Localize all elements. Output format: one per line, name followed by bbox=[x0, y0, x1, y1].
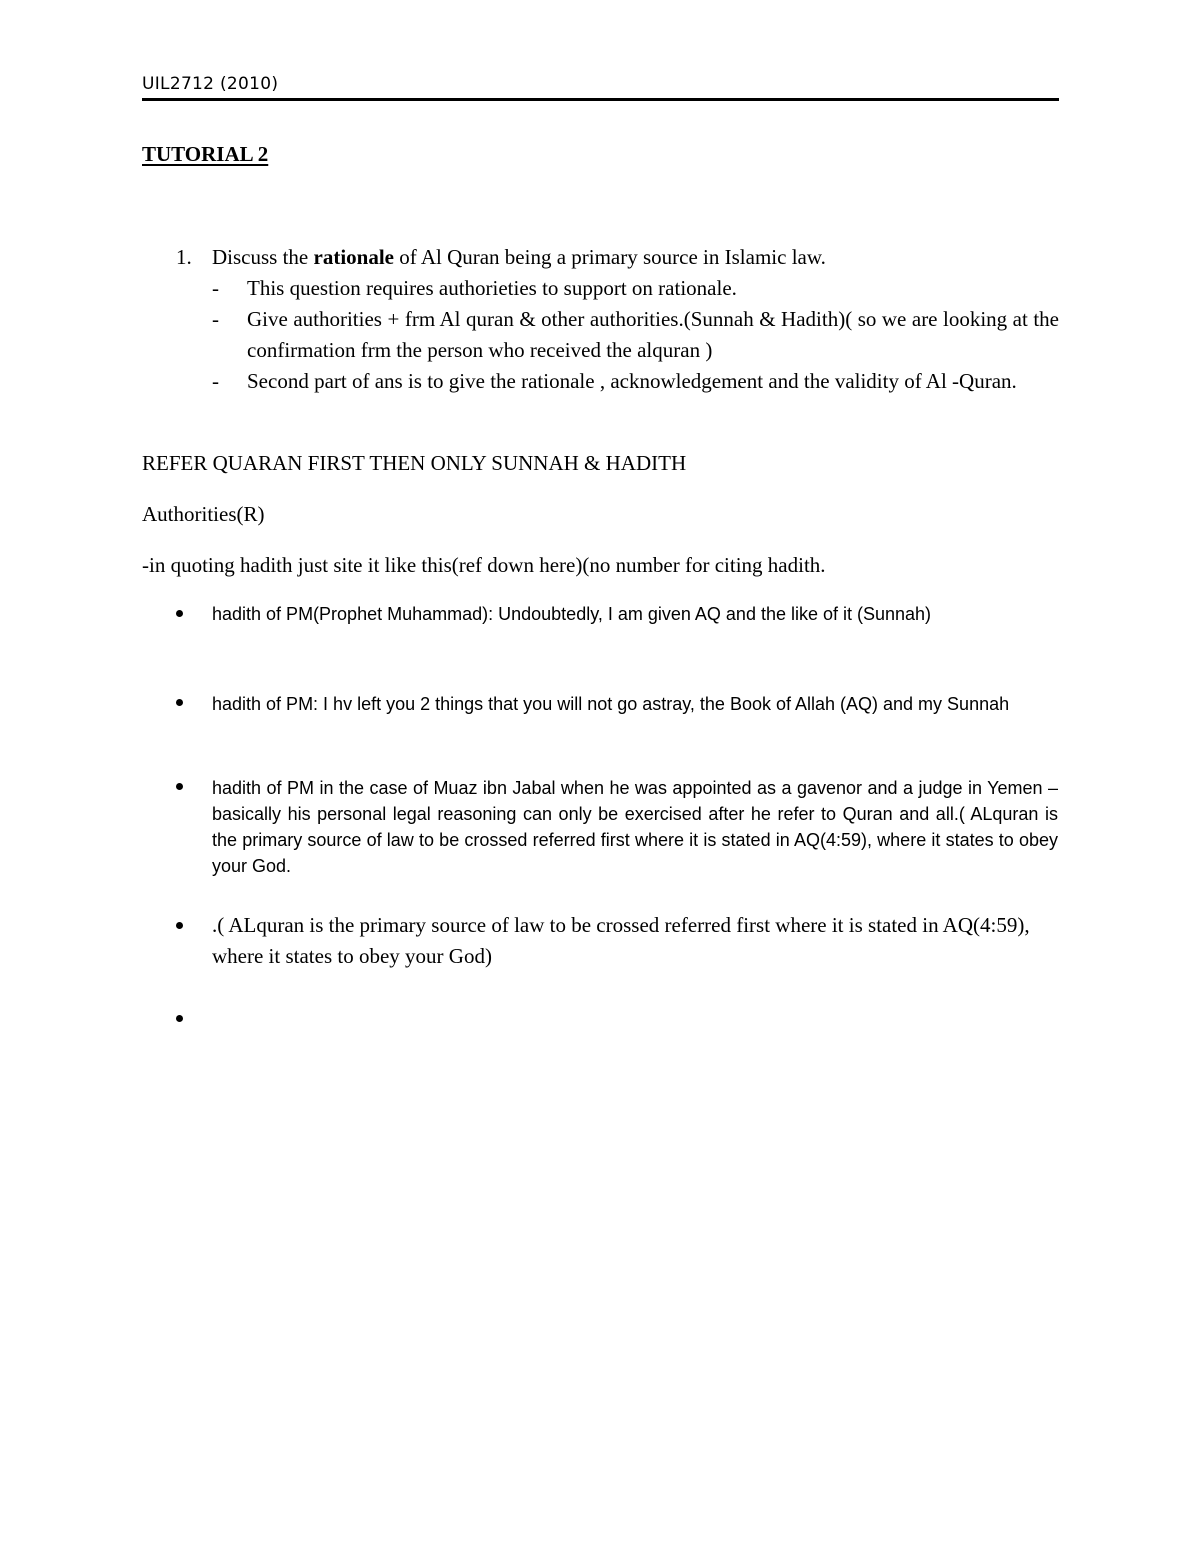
bullet-item: .( ALquran is the primary source of law to be crossed referred first where it is stated in AQ(4:59), where it states to obey your God) bbox=[212, 913, 1030, 968]
question-text bbox=[212, 242, 1062, 273]
question-note: This question requires authorieties to support on rationale. bbox=[247, 276, 737, 300]
bullet-dot bbox=[176, 1015, 183, 1022]
bullet-dot bbox=[176, 610, 183, 617]
bullet-dot bbox=[176, 783, 183, 790]
header-divider bbox=[142, 98, 1059, 101]
bullet-item: hadith of PM: I hv left you 2 things that you will not go astray, the Book of Allah (AQ) and my Sunnah bbox=[212, 694, 1010, 714]
question-bold-word: rationale bbox=[313, 245, 394, 269]
question-text-start: Discuss the bbox=[212, 245, 314, 269]
dash-marker: - bbox=[212, 276, 219, 300]
question-note: Give authorities + frm Al quran & other authorities.(Sunnah & Hadith)( so we are looking at the confirmation frm the person who received the alquran ) bbox=[247, 307, 1059, 362]
page-title: TUTORIAL 2 bbox=[142, 142, 269, 166]
authorities-label: Authorities(R) bbox=[142, 502, 265, 526]
question-note: Second part of ans is to give the rationale , acknowledgement and the validity of Al -Quran. bbox=[247, 369, 1017, 393]
dash-marker: - bbox=[212, 307, 219, 331]
bullet-item: hadith of PM in the case of Muaz ibn Jabal when he was appointed as a gavenor and a judge in Yemen – basically his personal legal reasoning can only be exercised after he refer to Quran and all.( ALquran is the primary source of law to be crossed referred first where it is stated in AQ(4:59), where it states to obey your God. bbox=[212, 778, 1058, 876]
course-code-header: UIL2712 (2010) bbox=[142, 74, 279, 94]
citing-note: -in quoting hadith just site it like this(ref down here)(no number for citing hadith. bbox=[142, 553, 826, 577]
dash-marker: - bbox=[212, 369, 219, 393]
bullet-dot bbox=[176, 699, 183, 706]
refer-instruction: REFER QUARAN FIRST THEN ONLY SUNNAH & HADITH bbox=[142, 451, 687, 475]
bullet-item: hadith of PM(Prophet Muhammad): Undoubtedly, I am given AQ and the like of it (Sunnah) bbox=[212, 604, 932, 624]
question-text-end: of Al Quran being a primary source in Islamic law. bbox=[393, 245, 826, 269]
bullet-dot bbox=[176, 922, 183, 929]
question-number: 1. bbox=[176, 245, 192, 269]
